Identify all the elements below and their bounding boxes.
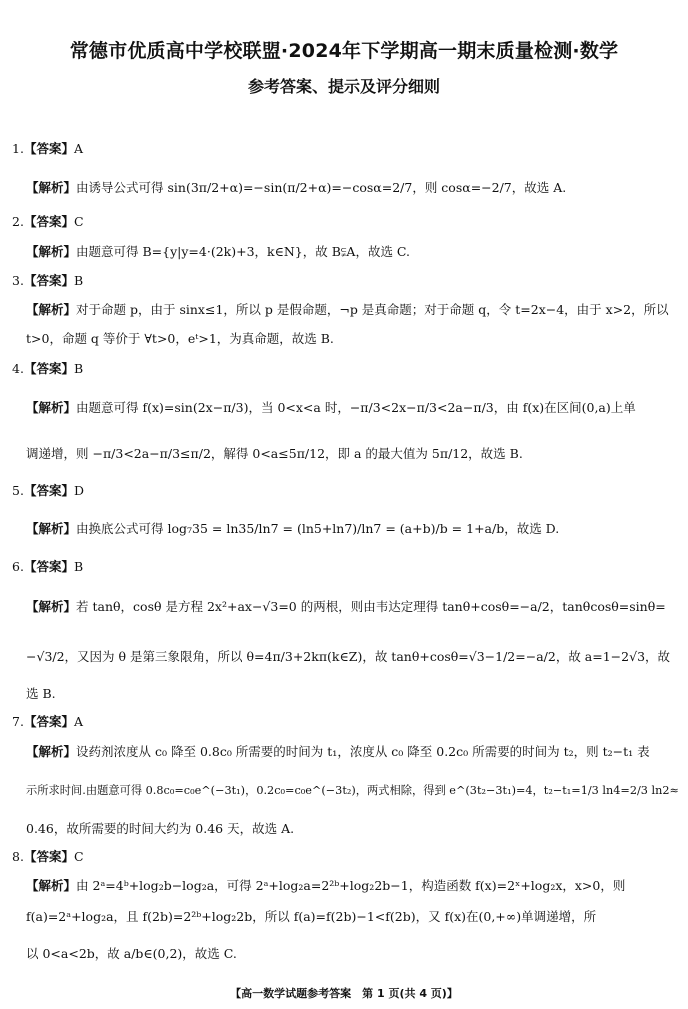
question-8-analysis-line: f(a)=2ᵃ+log₂a，且 f(2b)=2²ᵇ+log₂2b，所以 f(a)=f(2b)−1<f(2b)，又 f(x)在(0,+∞)单调递增，所 xyxy=(26,909,597,924)
question-8-analysis-line: 以 0<a<2b，故 a/b∈(0,2)，故选 C. xyxy=(26,946,237,961)
question-2-answer: 2.【答案】C xyxy=(12,214,84,229)
question-1-analysis: 【解析】由诱导公式可得 sin(3π/2+α)=−sin(π/2+α)=−cosα=2/7，则 cosα=−2/7，故选 A. xyxy=(26,180,567,195)
question-8-answer: 8.【答案】C xyxy=(12,849,84,864)
question-2-analysis: 【解析】由题意可得 B={y|y=4·(2k)+3，k∈N}，故 B⫋A，故选 C. xyxy=(26,244,411,259)
page-title: 常德市优质高中学校联盟·2024年下学期高一期末质量检测·数学 xyxy=(69,40,619,62)
question-5-analysis: 【解析】由换底公式可得 log₇35 = ln35/ln7 = (ln5+ln7)/ln7 = (a+b)/b = 1+a/b，故选 D. xyxy=(26,521,560,536)
question-4-analysis: 【解析】由题意可得 f(x)=sin(2x−π/3)，当 0<x<a 时，−π/3<2x−π/3<2a−π/3，由 f(x)在区间(0,a)上单 xyxy=(26,400,636,415)
question-5-answer: 5.【答案】D xyxy=(12,483,84,498)
question-3-answer: 3.【答案】B xyxy=(12,273,84,288)
question-7-answer: 7.【答案】A xyxy=(12,714,83,729)
question-1-answer: 1.【答案】A xyxy=(12,141,83,156)
question-4-analysis-line: 调递增，则 −π/3<2a−π/3≤π/2，解得 0<a≤5π/12，即 a 的最大值为 5π/12，故选 B. xyxy=(26,446,523,461)
question-3-analysis-line: t>0，命题 q 等价于 ∀t>0，eᵗ>1，为真命题，故选 B. xyxy=(26,331,334,346)
question-6-analysis: 【解析】若 tanθ，cosθ 是方程 2x²+ax−√3=0 的两根，则由韦达定理得 tanθ+cosθ=−a/2，tanθcosθ=sinθ= xyxy=(26,599,666,614)
page-footer: 【高一数学试题参考答案 第 1 页(共 4 页)】 xyxy=(230,987,458,1000)
question-6-analysis-line: −√3/2，又因为 θ 是第三象限角，所以 θ=4π/3+2kπ(k∈Z)，故 tanθ+cosθ=√3−1/2=−a/2，故 a=1−2√3，故 xyxy=(26,649,671,664)
question-7-analysis-line: 示所求时间.由题意可得 0.8c₀=c₀e^(−3t₁)，0.2c₀=c₀e^(−3t₂)，两式相除，得到 e^(3t₂−3t₁)=4，t₂−t₁=1/3 ln4=2/3 ln2≈ xyxy=(26,784,679,797)
page-subtitle: 参考答案、提示及评分细则 xyxy=(247,77,440,96)
question-8-analysis: 【解析】由 2ᵃ=4ᵇ+log₂b−log₂a，可得 2ᵃ+log₂a=2²ᵇ+log₂2b−1，构造函数 f(x)=2ˣ+log₂x，x>0，则 xyxy=(26,878,626,893)
question-4-answer: 4.【答案】B xyxy=(12,361,84,376)
question-6-analysis-line: 选 B. xyxy=(26,686,56,701)
question-3-analysis: 【解析】对于命题 p，由于 sinx≤1，所以 p 是假命题，¬p 是真命题；对于命题 q，令 t=2x−4，由于 x>2，所以 xyxy=(26,302,669,317)
question-6-answer: 6.【答案】B xyxy=(12,559,84,574)
question-7-analysis: 【解析】设药剂浓度从 c₀ 降至 0.8c₀ 所需要的时间为 t₁，浓度从 c₀ 降至 0.2c₀ 所需要的时间为 t₂，则 t₂−t₁ 表 xyxy=(26,744,650,759)
question-7-analysis-line: 0.46，故所需要的时间大约为 0.46 天，故选 A. xyxy=(26,821,295,836)
